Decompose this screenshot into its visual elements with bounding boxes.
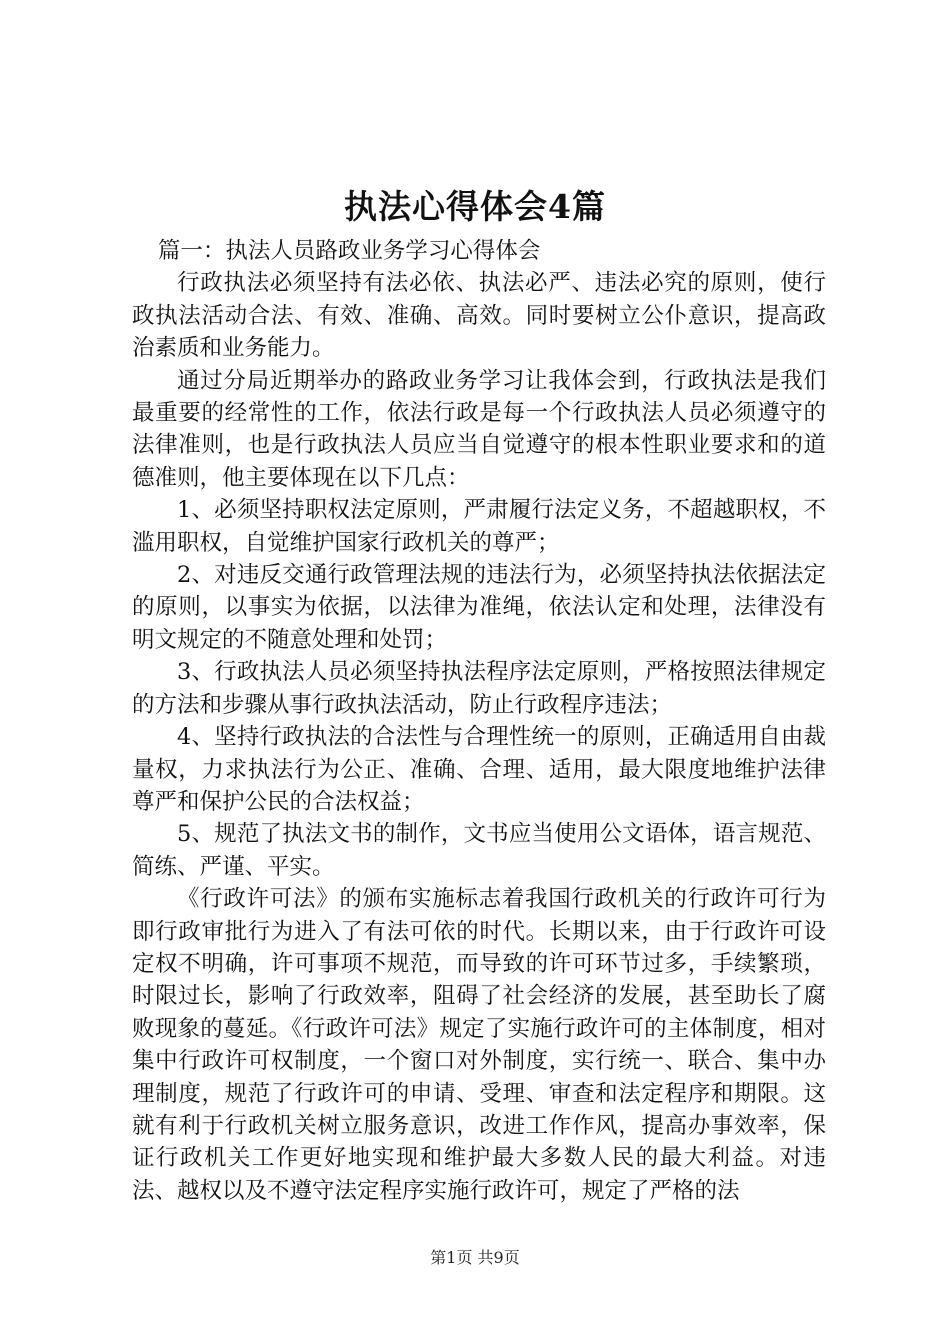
- list-item: 3、行政执法人员必须坚持执法程序法定原则，严格按照法律规定的方法和步骤从事行政执法活动，防止行政程序违法；: [132, 659, 826, 718]
- list-item: 1、必须坚持职权法定原则，严肃履行法定义务，不超越职权，不滥用职权，自觉维护国家行政机关的尊严；: [132, 497, 826, 556]
- paragraph: 《行政许可法》的颁布实施标志着我国行政机关的行政许可行为即行政审批行为进入了有法可依的时代。长期以来，由于行政许可设定权不明确，许可事项不规范，而导致的许可环节过多，手续繁琐，时限过长，影响了行政效率，阻碍了社会经济的发展，甚至助长了腐败现象的蔓延。《行政许可法》规定了实施行政许可的主体制度，相对集中行政许可权制度，一个窗口对外制度，实行统一、联合、集中办理制度，规范了行政许可的申请、受理、审查和法定程序和期限。这就有利于行政机关树立服务意识，改进工作作风，提高办事效率，保证行政机关工作更好地实现和维护最大多数人民的最大利益。对违法、越权以及不遵守法定程序实施行政许可，规定了严格的法: [132, 886, 826, 1204]
- document-body: [132, 235, 826, 1207]
- list-item: 4、坚持行政执法的合法性与合理性统一的原则，正确适用自由裁量权，力求执法行为公正、准确、合理、适用，最大限度地维护法律尊严和保护公民的合法权益；: [132, 724, 826, 815]
- paragraph: 行政执法必须坚持有法必依、执法必严、违法必究的原则，使行政执法活动合法、有效、准确、高效。同时要树立公仆意识，提高政治素质和业务能力。: [132, 270, 826, 362]
- paragraph: 通过分局近期举办的路政业务学习让我体会到，行政执法是我们最重要的经常性的工作，依法行政是每一个行政执法人员必须遵守的法律准则，也是行政执法人员应当自觉遵守的根本性职业要求和的道德准则，他主要体现在以下几点：: [132, 367, 826, 491]
- page-footer: 第1页 共9页: [430, 1248, 520, 1267]
- document-title: 执法心得体会4篇: [344, 187, 606, 226]
- list-item: 5、规范了执法文书的制作，文书应当使用公文语体，语言规范、简练、严谨、平实。: [132, 821, 826, 880]
- list-item: 2、对违反交通行政管理法规的违法行为，必须坚持执法依据法定的原则，以事实为依据，以法律为准绳，依法认定和处理，法律没有明文规定的不随意处理和处罚；: [132, 562, 826, 653]
- section-heading: 篇一：执法人员路政业务学习心得体会: [157, 238, 541, 264]
